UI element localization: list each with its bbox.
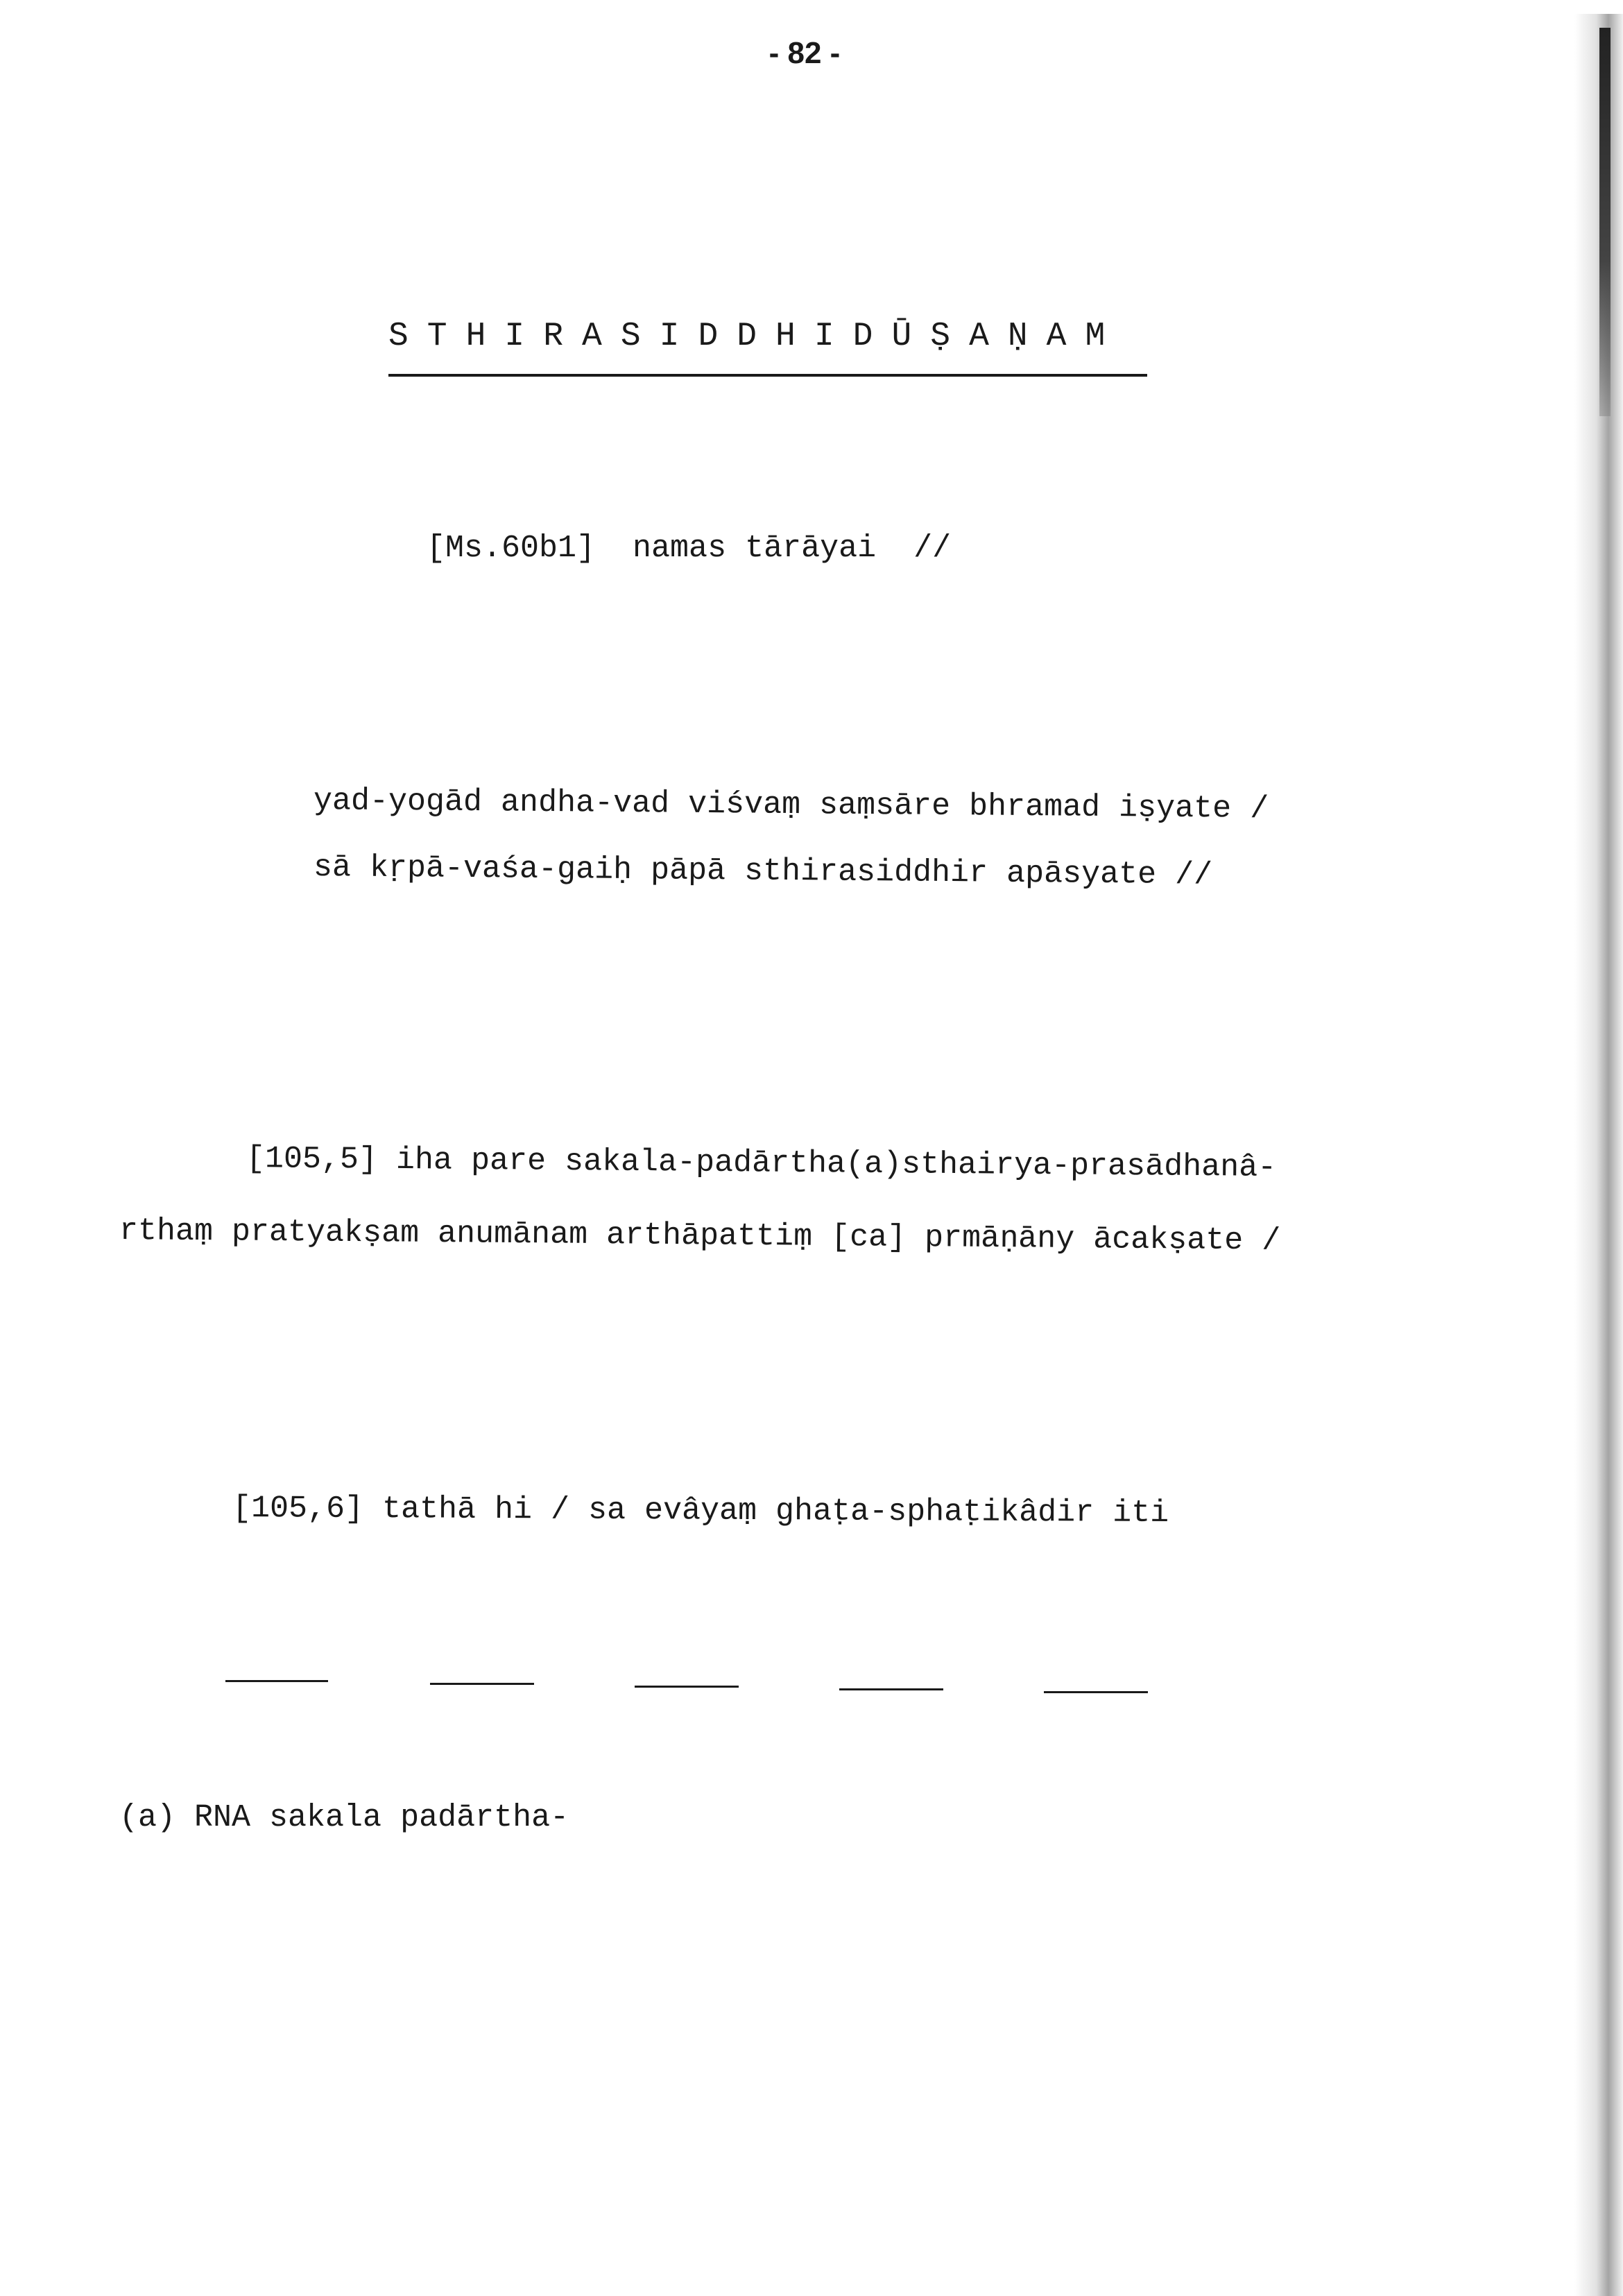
verse-line-2: sā kṛpā-vaśa-gaiḥ pāpā sthirasiddhir apāsyate // xyxy=(313,850,1213,893)
page-number: - 82 - xyxy=(768,36,841,70)
separator-dash xyxy=(839,1688,943,1690)
footnote-a: (a) RNA sakala padārtha- xyxy=(119,1800,569,1835)
document-title: STHIRASIDDHIDŪṢAṆAM xyxy=(388,318,1124,355)
separator-dash xyxy=(635,1686,739,1688)
separator-dash xyxy=(430,1683,534,1685)
separator-dash xyxy=(225,1680,328,1682)
scan-binding-edge xyxy=(1574,14,1623,2296)
paragraph-1-line-1: [105,5] iha pare sakala-padārtha(a)sthairya-prasādhanâ- xyxy=(246,1141,1277,1185)
title-underline xyxy=(388,374,1147,377)
paragraph-1-line-2: rthaṃ pratyakṣam anumānam arthāpattiṃ [ca] prmāṇāny ācakṣate / xyxy=(119,1213,1281,1259)
invocation-line: [Ms.60b1] namas tārāyai // xyxy=(427,531,952,566)
paragraph-2-line-1: [105,6] tathā hi / sa evâyaṃ ghaṭa-sphaṭikâdir iti xyxy=(232,1491,1169,1532)
verse-line-1: yad-yogād andha-vad viśvaṃ saṃsāre bhramad iṣyate / xyxy=(313,783,1269,828)
separator-dash xyxy=(1044,1691,1148,1693)
scan-binding-shadow xyxy=(1599,28,1611,416)
